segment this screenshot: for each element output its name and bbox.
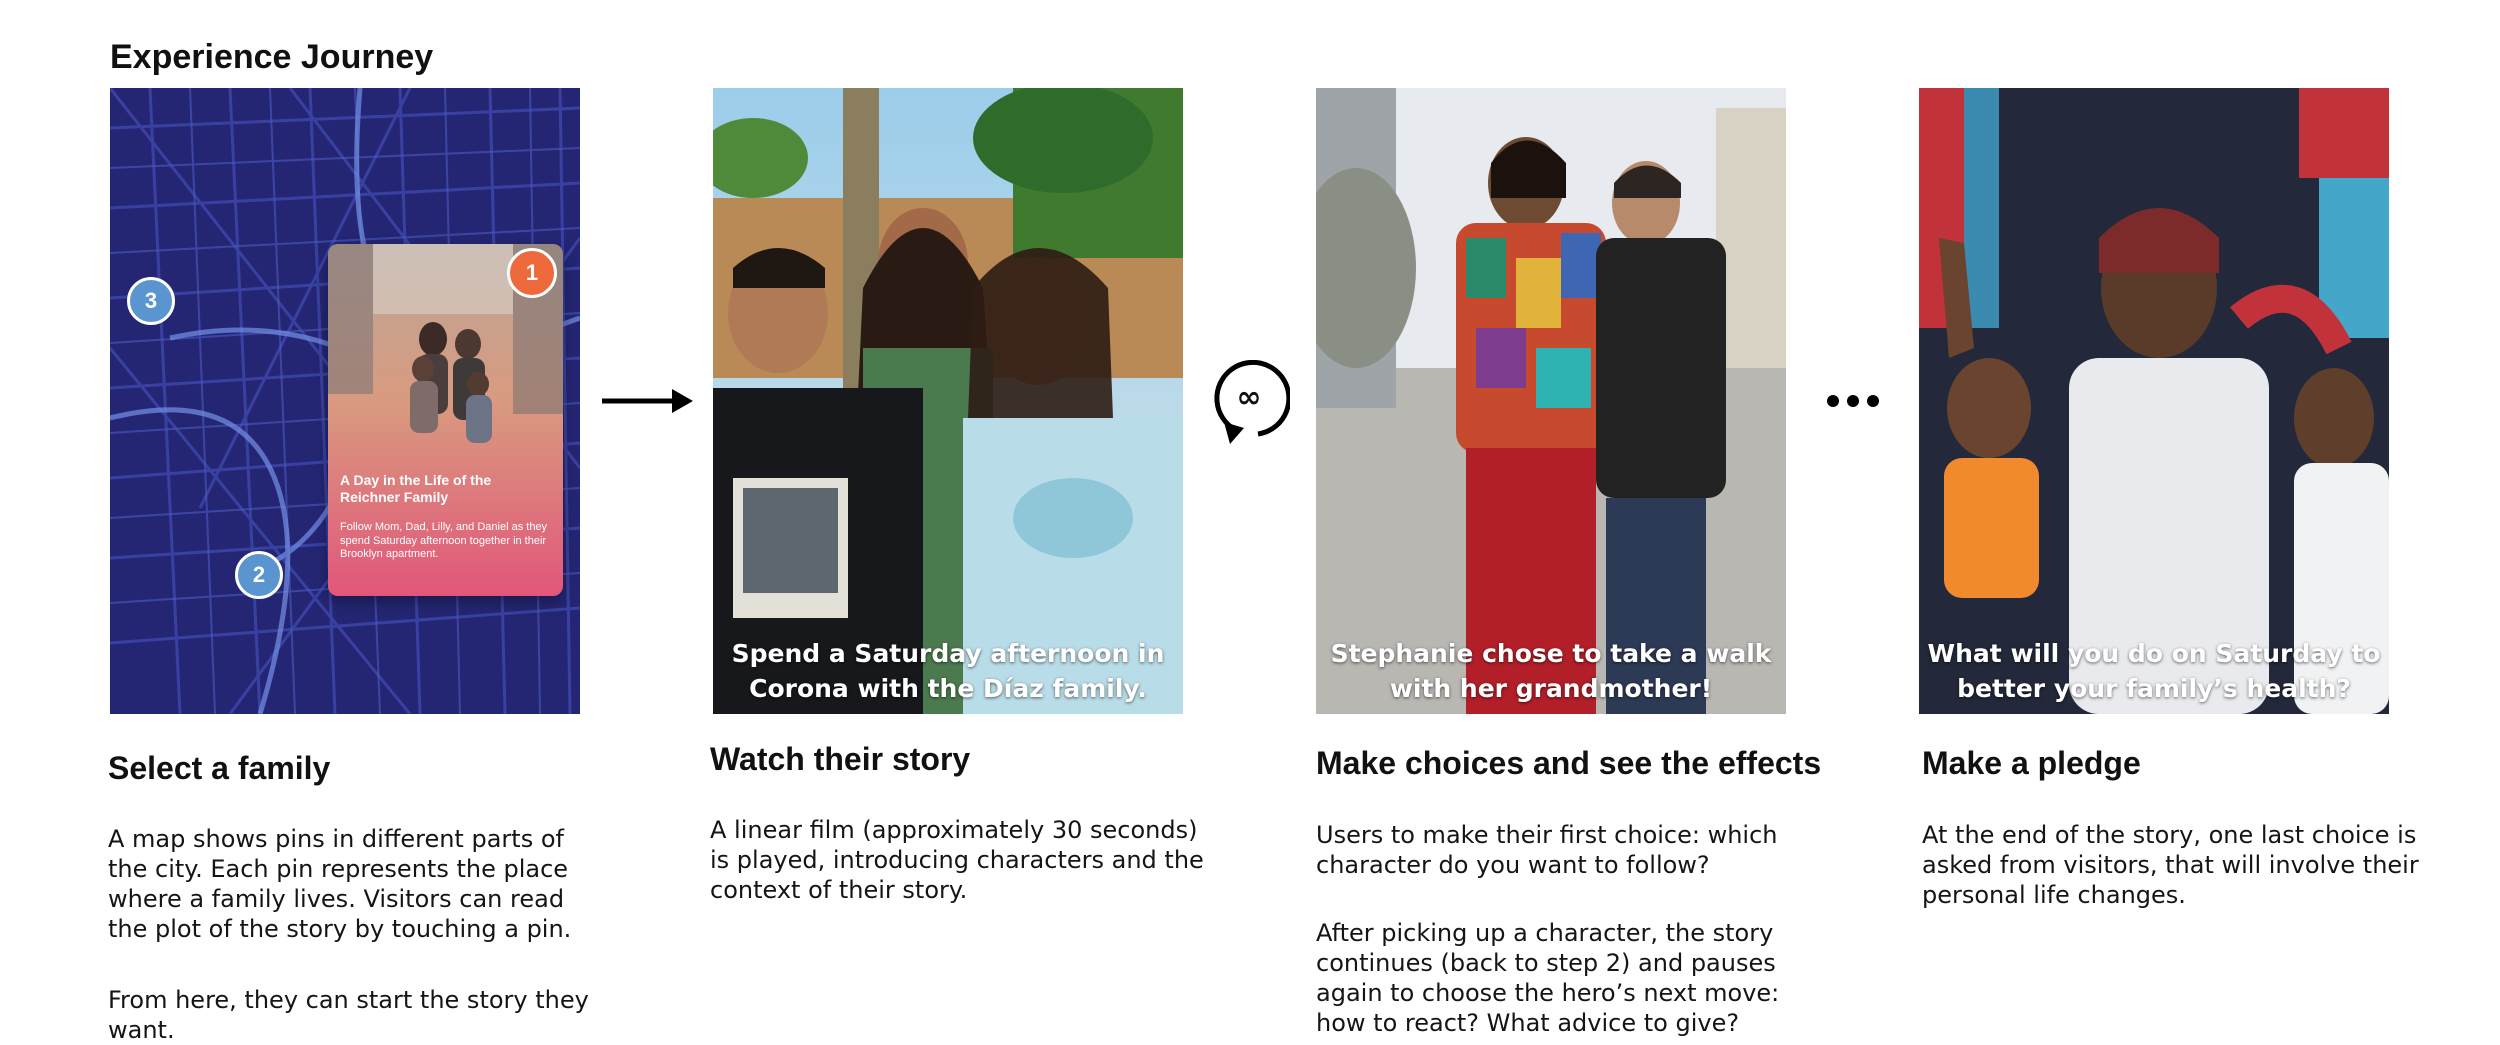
arrow-right-icon — [600, 383, 695, 419]
step-3-description: Users to make their first choice: which character do you want to follow? — [1316, 821, 1778, 879]
map-pin-3[interactable]: 3 — [127, 277, 175, 325]
photo-caption: Stephanie chose to take a walk with her grandmother! — [1330, 639, 1772, 703]
step-3-title: Make choices and see the effects — [1316, 745, 1822, 781]
grandmother-walk-photo — [1316, 88, 1786, 714]
ellipsis-icon — [1825, 391, 1881, 411]
step-4-title: Make a pledge — [1922, 745, 2141, 781]
choice-effect-panel[interactable] — [1316, 88, 1786, 714]
photo-caption: What will you do on Saturday to better your family’s health? — [1927, 639, 2381, 703]
family-pledge-photo — [1919, 88, 2389, 714]
step-1-title: Select a family — [108, 750, 331, 786]
infinity-symbol: ∞ — [1236, 380, 1262, 415]
story-film-panel[interactable] — [713, 88, 1183, 714]
step-3-note: After picking up a character, the story continues (back to step 2) and pauses again to choose the hero’s next move: how to react? What advice to give? — [1316, 919, 1780, 1037]
step-4-description: At the end of the story, one last choice is asked from visitors, that will involve their personal life changes. — [1922, 821, 2419, 909]
card-title: A Day in the Life of the Reichner Family — [340, 472, 492, 505]
loop-infinity-icon — [1208, 360, 1290, 450]
pledge-panel[interactable] — [1919, 88, 2389, 714]
map-pin-1[interactable]: 1 — [507, 248, 557, 298]
step-1-note: From here, they can start the story they want. — [108, 986, 589, 1044]
photo-caption: Spend a Saturday afternoon in Corona with the Díaz family. — [731, 639, 1165, 703]
card-description: Follow Mom, Dad, Lilly, and Daniel as they spend Saturday afternoon together in their Brooklyn apartment. — [340, 521, 548, 560]
map-pin-2[interactable]: 2 — [235, 551, 283, 599]
diaz-family-photo — [713, 88, 1183, 714]
page-title: Experience Journey — [110, 38, 434, 76]
family-preview-card[interactable] — [328, 244, 563, 596]
family-map-panel[interactable] — [110, 88, 580, 714]
step-2-title: Watch their story — [710, 741, 971, 777]
step-1-description: A map shows pins in different parts of the city. Each pin represents the place where a family lives. Visitors can read the plot of the story by touching a pin. — [108, 825, 572, 943]
step-2-description: A linear film (approximately 30 seconds) is played, introducing characters and the context of their story. — [710, 816, 1204, 904]
